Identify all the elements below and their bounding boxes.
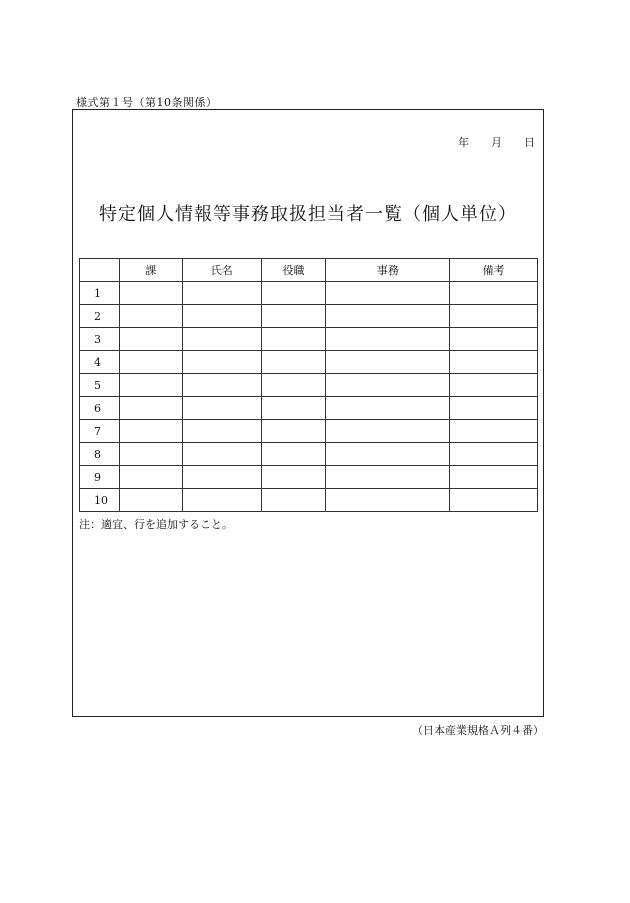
table-row xyxy=(80,489,538,512)
table-row xyxy=(80,282,538,305)
table-row xyxy=(80,351,538,374)
duties-cell xyxy=(326,351,450,374)
position-cell xyxy=(261,374,326,397)
header-corner xyxy=(80,259,120,282)
position-cell xyxy=(261,282,326,305)
document-title: 特定個人情報等事務取扱担当者一覧（個人単位） xyxy=(99,204,517,225)
table-row xyxy=(80,374,538,397)
position-cell xyxy=(261,351,326,374)
row-number: 8 xyxy=(80,443,120,466)
row-number: 5 xyxy=(80,374,120,397)
position-cell xyxy=(261,328,326,351)
note-text: 注：適宜、行を追加すること。 xyxy=(79,518,233,531)
name-cell xyxy=(182,351,261,374)
header-position: 役職 xyxy=(261,259,326,282)
form-frame xyxy=(72,109,544,717)
position-cell xyxy=(261,489,326,512)
name-cell xyxy=(182,466,261,489)
name-cell xyxy=(182,397,261,420)
remarks-cell xyxy=(450,374,538,397)
section-cell xyxy=(119,397,182,420)
remarks-cell xyxy=(450,397,538,420)
row-number: 9 xyxy=(80,466,120,489)
name-cell xyxy=(182,489,261,512)
section-cell xyxy=(119,282,182,305)
row-number: 7 xyxy=(80,420,120,443)
position-cell xyxy=(261,305,326,328)
remarks-cell xyxy=(450,466,538,489)
duties-cell xyxy=(326,397,450,420)
table-row xyxy=(80,397,538,420)
section-cell xyxy=(119,443,182,466)
table-row xyxy=(80,443,538,466)
duties-cell xyxy=(326,282,450,305)
table-header-row xyxy=(80,259,538,282)
duties-cell xyxy=(326,328,450,351)
position-cell xyxy=(261,443,326,466)
remarks-cell xyxy=(450,328,538,351)
day-label: 日 xyxy=(524,136,535,149)
remarks-cell xyxy=(450,305,538,328)
remarks-cell xyxy=(450,420,538,443)
duties-cell xyxy=(326,466,450,489)
duties-cell xyxy=(326,420,450,443)
duties-cell xyxy=(326,305,450,328)
row-number: 3 xyxy=(80,328,120,351)
remarks-cell xyxy=(450,443,538,466)
name-cell xyxy=(182,328,261,351)
row-number: 6 xyxy=(80,397,120,420)
table-row xyxy=(80,420,538,443)
name-cell xyxy=(182,282,261,305)
name-cell xyxy=(182,420,261,443)
remarks-cell xyxy=(450,489,538,512)
month-label: 月 xyxy=(491,136,502,149)
name-cell xyxy=(182,305,261,328)
position-cell xyxy=(261,466,326,489)
header-duties: 事務 xyxy=(326,259,450,282)
remarks-cell xyxy=(450,351,538,374)
section-cell xyxy=(119,420,182,443)
position-cell xyxy=(261,420,326,443)
duties-cell xyxy=(326,443,450,466)
section-cell xyxy=(119,489,182,512)
header-section: 課 xyxy=(119,259,182,282)
paper-standard: （日本産業規格Ａ列４番） xyxy=(412,724,544,737)
section-cell xyxy=(119,374,182,397)
form-number: 様式第１号（第10条関係） xyxy=(76,96,218,109)
table-row xyxy=(80,305,538,328)
year-label: 年 xyxy=(458,136,469,149)
table-row xyxy=(80,328,538,351)
header-name: 氏名 xyxy=(182,259,261,282)
duties-cell xyxy=(326,374,450,397)
section-cell xyxy=(119,328,182,351)
row-number: 1 xyxy=(80,282,120,305)
personnel-table xyxy=(79,258,538,512)
section-cell xyxy=(119,466,182,489)
row-number: 4 xyxy=(80,351,120,374)
name-cell xyxy=(182,443,261,466)
section-cell xyxy=(119,351,182,374)
header-remarks: 備考 xyxy=(450,259,538,282)
table-row xyxy=(80,466,538,489)
date-line xyxy=(458,134,535,150)
remarks-cell xyxy=(450,282,538,305)
position-cell xyxy=(261,397,326,420)
row-number: 2 xyxy=(80,305,120,328)
row-number: 10 xyxy=(80,489,120,512)
section-cell xyxy=(119,305,182,328)
name-cell xyxy=(182,374,261,397)
duties-cell xyxy=(326,489,450,512)
